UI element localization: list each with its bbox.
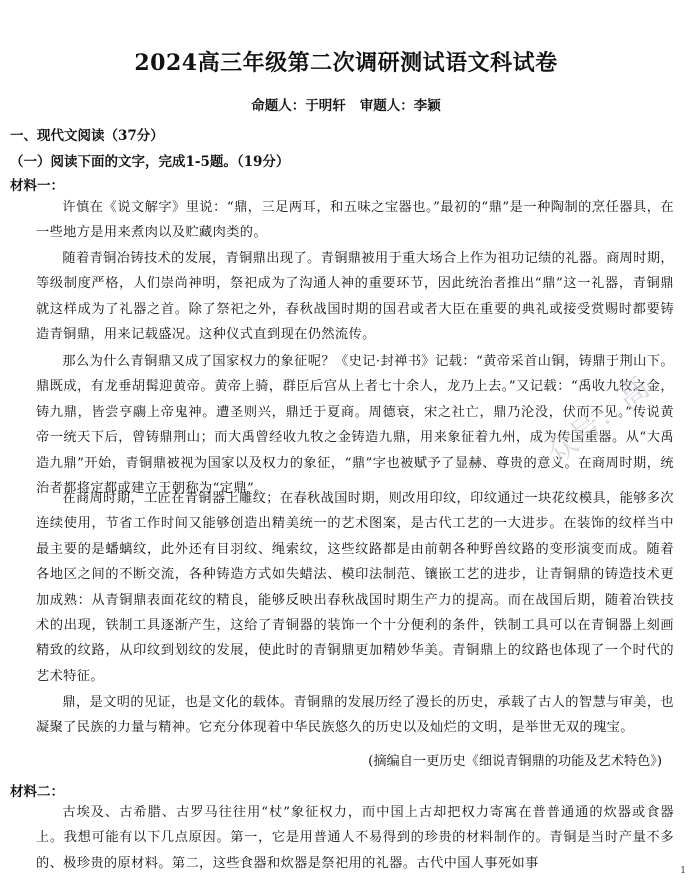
reviewer-label: 审题人： xyxy=(359,98,414,114)
material-one-source: (摘编自一更历史《细说青铜鼎的功能及艺术特色》) xyxy=(368,754,662,769)
exam-title: 2024高三年级第二次调研测试语文科试卷 xyxy=(134,50,558,76)
page-number: 1 xyxy=(680,866,686,876)
watermark: 众号：高 xyxy=(539,370,657,472)
material-two-label: 材料二： xyxy=(10,784,64,800)
material-one-paragraph: 鼎，是文明的见证，也是文化的载体。青铜鼎的发展历经了漫长的历史，承载了古人的智慧与审美，也凝聚了民族的力量与精神。它充分体现着中华民族悠久的历史以及灿烂的文明，是举世无双的瑰宝。 xyxy=(36,695,674,736)
reviewer-name: 李颖 xyxy=(413,98,441,114)
material-two-paragraph: 古埃及、古希腊、古罗马往往用“杖”象征权力，而中国上古却把权力寄寓在普普通通的炊器或食器上。我想可能有以下几点原因。第一，它是用普通人不易得到的珍贵的材料制作的。青铜是当时产量不多的、极珍贵的原材料。第二，这些食器和炊器是祭祀用的礼器。古代中国人事死如事 xyxy=(36,805,674,871)
section-heading: 一、现代文阅读（37分） xyxy=(10,128,164,144)
material-one-paragraph: 随着青铜冶铸技术的发展，青铜鼎出现了。青铜鼎被用于重大场合上作为祖功记绩的礼器。商周时期，等级制度严格，人们崇尚神明，祭祀成为了沟通人神的重要环节，因此统治者推出“鼎”这一礼器，青铜鼎就这样成为了礼器之首。除了祭祀之外，春秋战国时期的国君或者大臣在重要的典礼或接受赏赐时都要铸造青铜鼎，用来记载盛况。这种仪式直到现在仍然流传。 xyxy=(36,251,674,343)
authors-line xyxy=(0,94,692,114)
setter-label: 命题人： xyxy=(251,98,306,114)
subsection-heading: （一）阅读下面的文字，完成1-5题。（19分） xyxy=(10,154,290,170)
material-one-label: 材料一： xyxy=(10,178,64,194)
material-one-paragraph: 许慎在《说文解字》里说：“鼎，三足两耳，和五味之宝器也。”最初的“鼎”是一种陶制的烹任器具，在一些地方是用来煮肉以及贮藏肉类的。 xyxy=(36,200,674,241)
material-one-paragraph: 在商周时期，工匠在青铜器上雕纹；在春秋战国时期，则改用印纹，印纹通过一块花纹模具，能够多次连续使用，节省工作时间又能够创造出精美统一的艺术图案，是古代工艺的一大进步。在装饰的纹样当中最主要的是蟠螭纹，此外还有目羽纹、绳索纹，这些纹路都是由前朝各种野兽纹路的变形演变而成。随着各地区之间的不断交流，各种铸造方式如失蜡法、模印法制范、镶嵌工艺的进步，让青铜鼎的铸造技术更加成熟：从青铜鼎表面花纹的精良，能够反映出春秋战国时期生产力的提高。而在战国后期，随着冶铁技术的出现，铁制工具逐渐产生，这给了青铜器的装饰一个十分便利的条件，铁制工具可以在青铜器上刻画精致的纹路，从印纹到划纹的发展，使此时的青铜鼎更加精妙华美。青铜鼎上的纹路也体现了一个时代的艺术特征。 xyxy=(36,491,674,684)
material-one-paragraph: 那么为什么青铜鼎又成了国家权力的象征呢？《史记·封禅书》记载：“黄帝采首山铜，铸鼎于荆山下。鼎既成，有龙垂胡髯迎黄帝。黄帝上骑，群臣后宫从上者七十余人，龙乃上去。”又记载：“禹收九牧之金，铸九鼎，皆尝亨鬺上帝鬼神。遭圣则兴，鼎迁于夏商。周德衰，宋之社亡，鼎乃沦没，伏而不见。”传说黄帝一统天下后，曾铸鼎荆山；而大禹曾经收九牧之金铸造九鼎，用来象征着九州，成为传国重器。从“大禹造九鼎”开始，青铜鼎被视为国家以及权力的象征，“鼎”字也被赋予了显赫、尊贵的意义。在商周时期，统治者都将定都或建立王朝称为“定鼎”。 xyxy=(36,354,674,497)
setter-name: 于明轩 xyxy=(305,98,346,114)
